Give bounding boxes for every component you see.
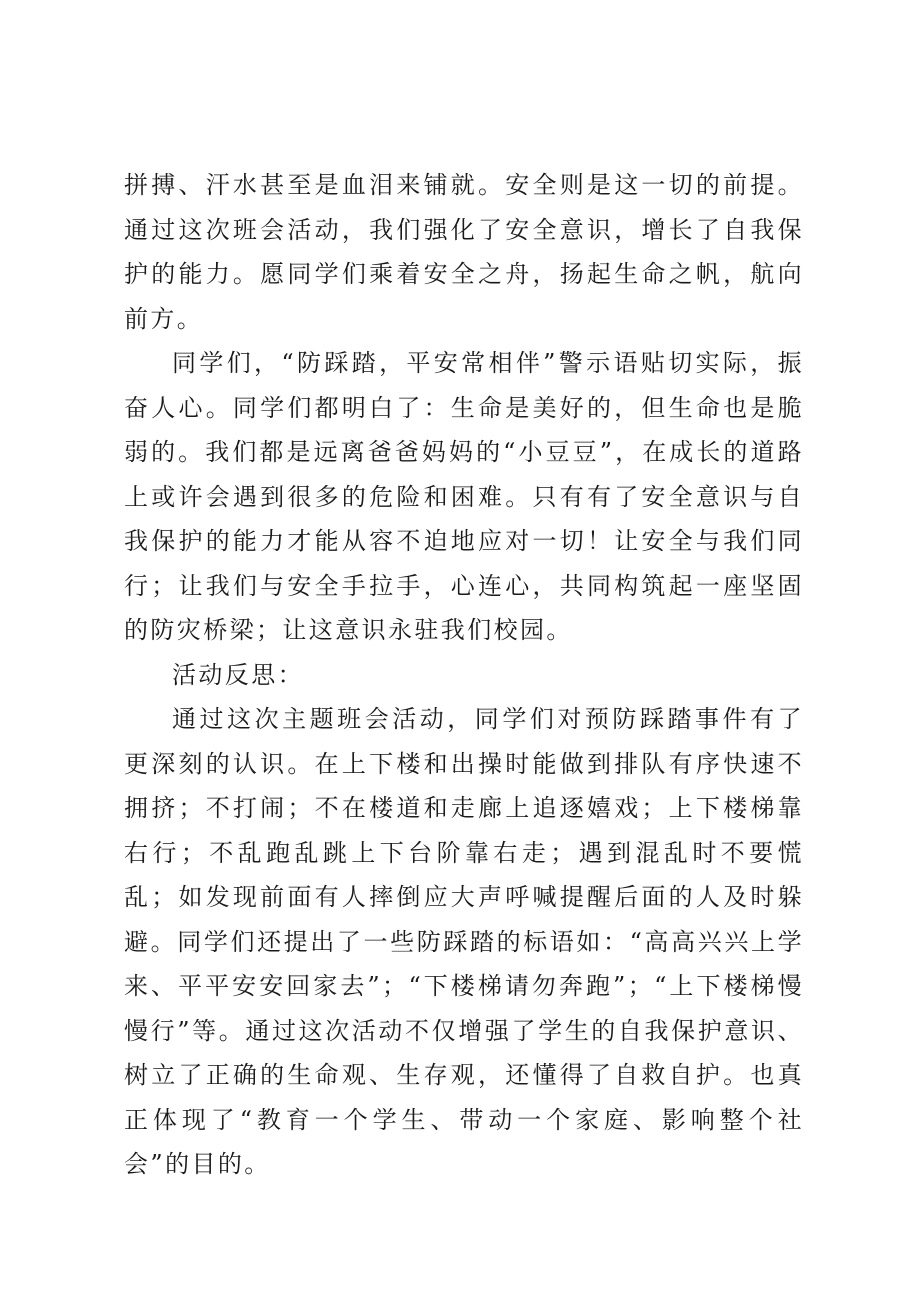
paragraph-reflection: 通过这次主题班会活动，同学们对预防踩踏事件有了更深刻的认识。在上下楼和出操时能做到排队有序快速不拥挤；不打闹；不在楼道和走廊上追逐嬉戏；上下楼梯靠右行；不乱跑乱跳上下台阶靠右走；遇到混乱时不要慌乱；如发现前面有人摔倒应大声呼喊提醒后面的人及时躲避。同学们还提出了一些防踩踏的标语如：“高高兴兴上学来、平平安安回家去”；“下楼梯请勿奔跑”；“上下楼梯慢慢行”等。通过这次活动不仅增强了学生的自我保护意识、树立了正确的生命观、生存观，还懂得了自救自护。也真正体现了“教育一个学生、带动一个家庭、影响整个社会”的目的。 [124,705,804,1178]
document-body [124,163,804,1187]
paragraph-slogan: 同学们，“防踩踏，平安常相伴”警示语贴切实际，振奋人心。同学们都明白了：生命是美好的，但生命也是脆弱的。我们都是远离爸爸妈妈的“小豆豆”，在成长的道路上或许会遇到很多的危险和困难。只有有了安全意识与自我保护的能力才能从容不迫地应对一切！让安全与我们同行；让我们与安全手拉手，心连心，共同构筑起一座坚固的防灾桥梁；让这意识永驻我们校园。 [124,349,804,644]
paragraph-continuation: 拼搏、汗水甚至是血泪来铺就。安全则是这一切的前提。通过这次班会活动，我们强化了安全意识，增长了自我保护的能力。愿同学们乘着安全之舟，扬起生命之帆，航向前方。 [124,171,804,333]
section-heading-reflection: 活动反思： [172,660,304,689]
